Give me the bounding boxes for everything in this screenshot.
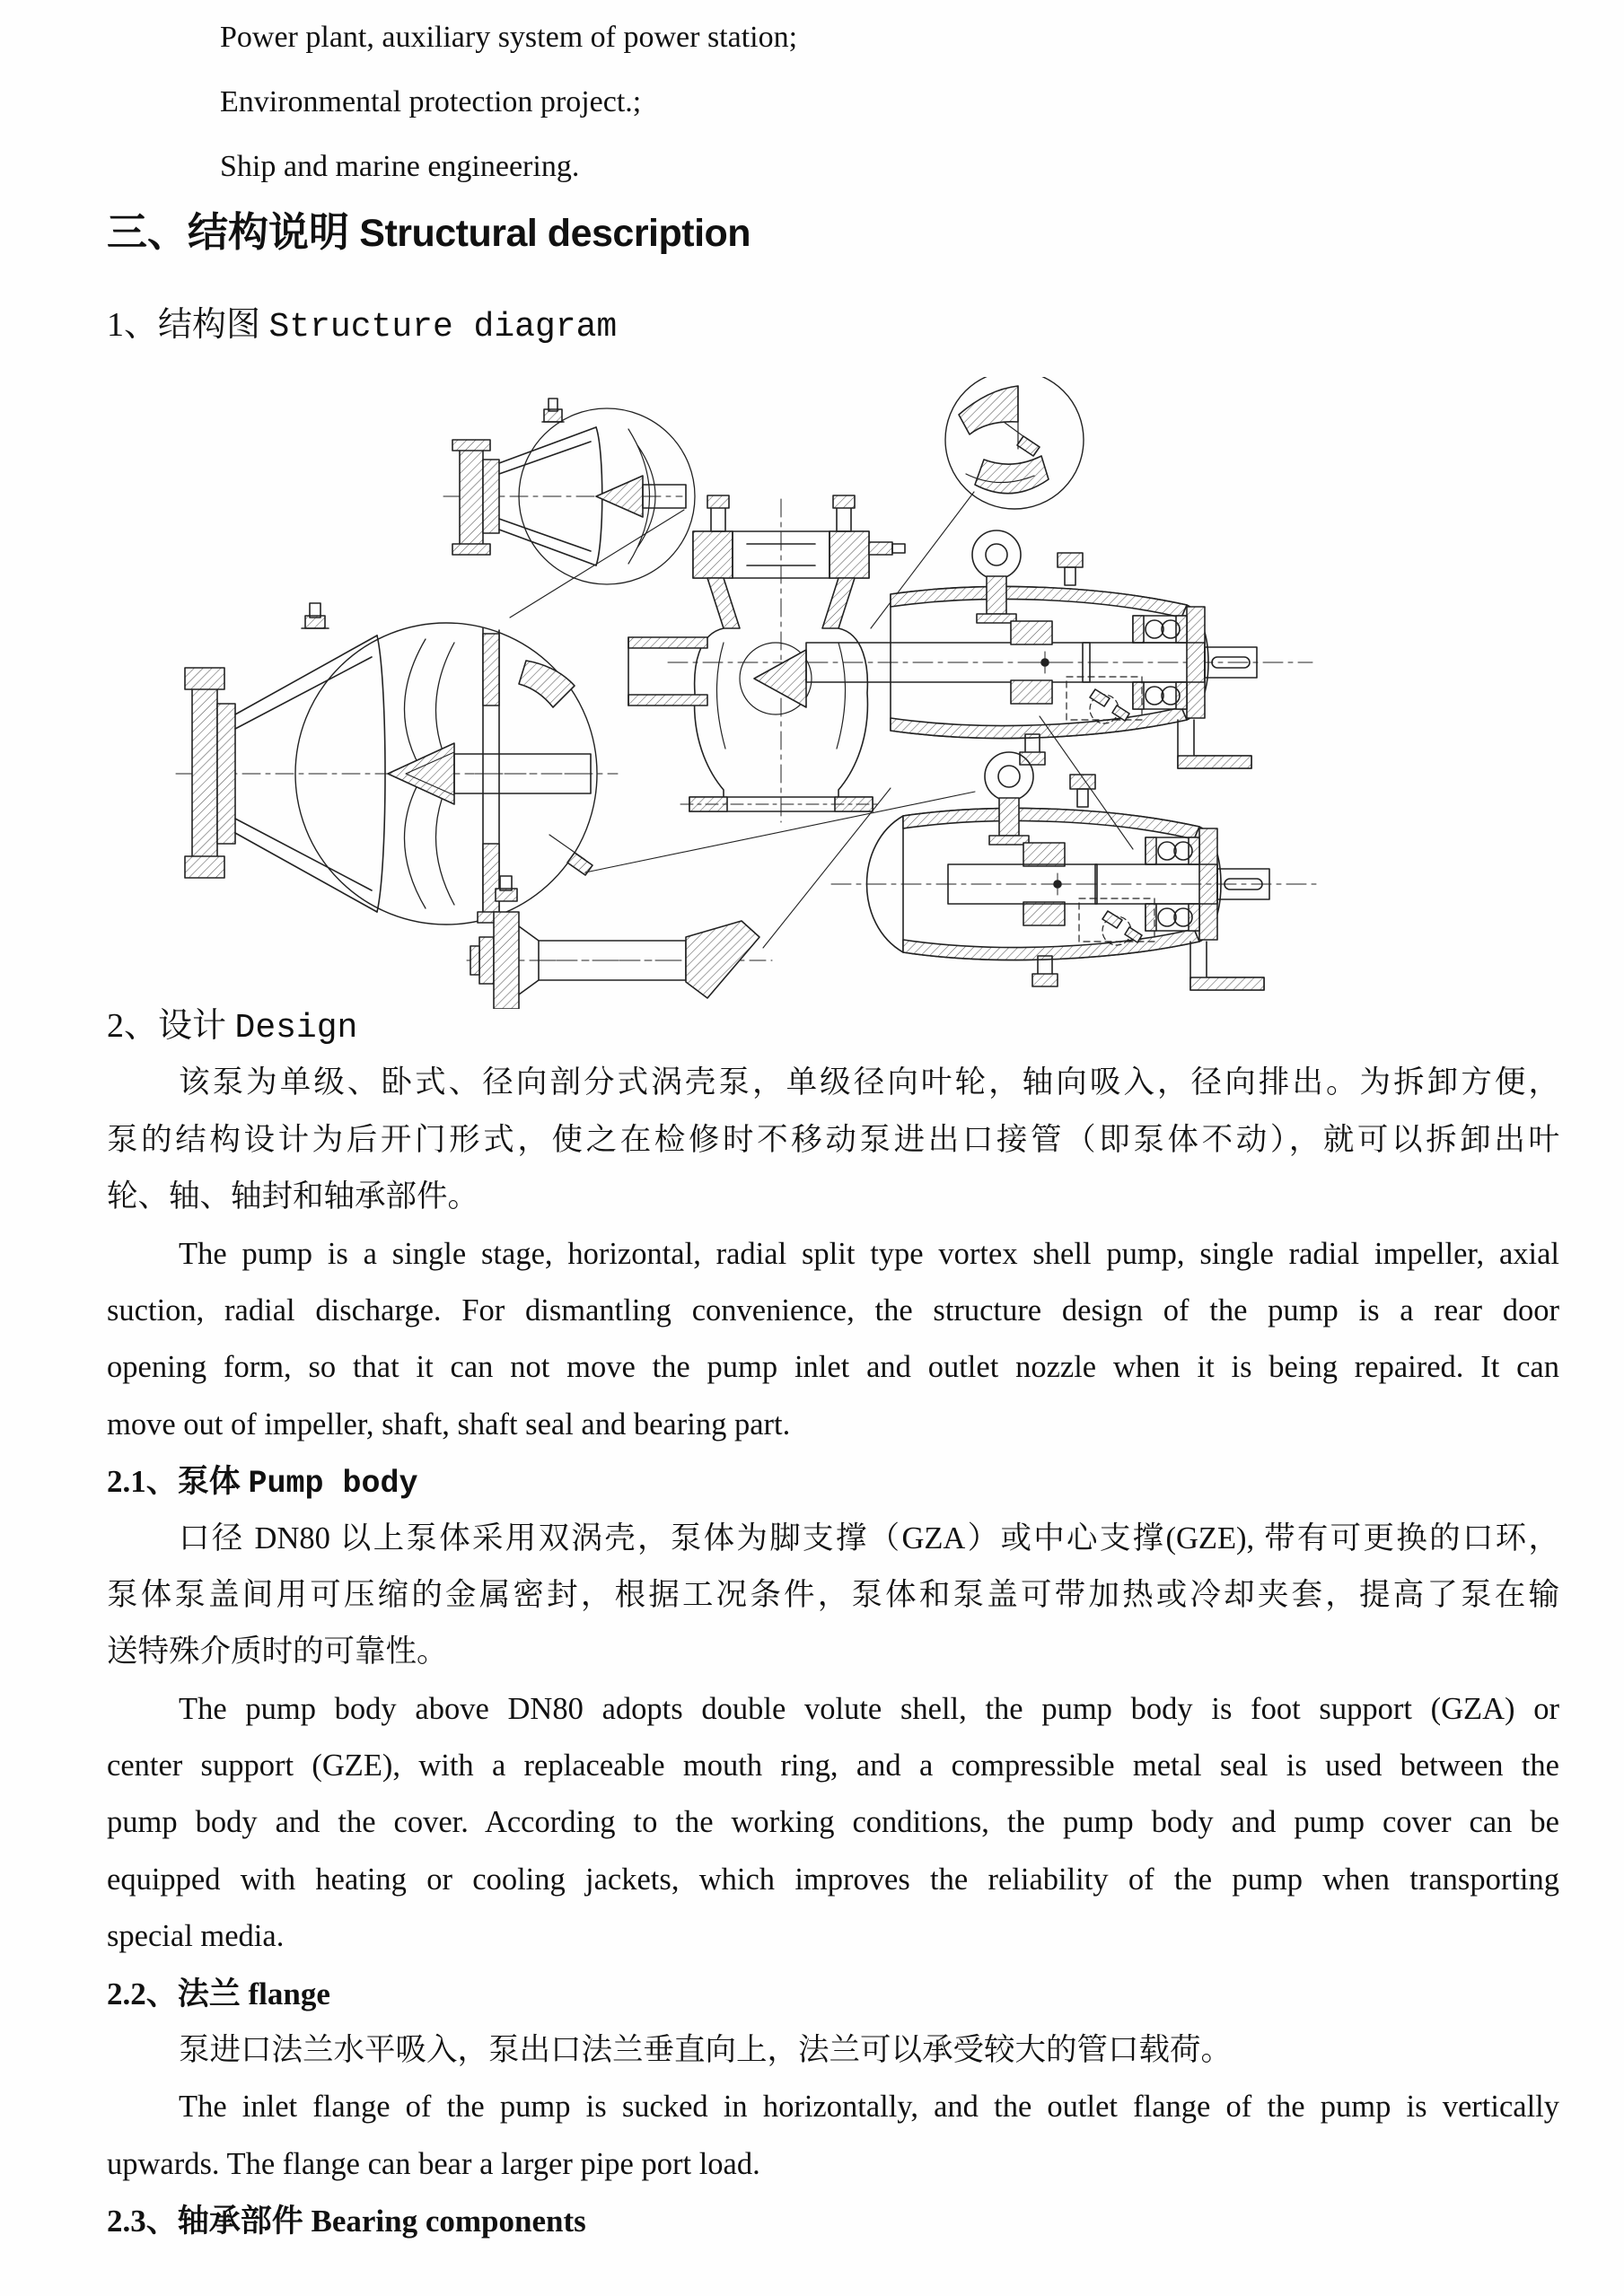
pump-structure-diagram (0, 377, 1624, 1009)
text-line: move out of impeller, shaft, shaft seal and bearing part. (107, 1407, 791, 1442)
heading-zh: 2.3、轴承部件 (107, 2204, 303, 2239)
text-line: special media. (107, 1919, 285, 1954)
text-line: Environmental protection project.; (220, 85, 642, 118)
heading-en: flange (248, 1976, 330, 2011)
section-heading-structural-description (107, 199, 751, 258)
heading-en: Structure diagram (268, 308, 618, 346)
pump-volute-section (628, 495, 1312, 822)
subheading-structure-diagram (107, 296, 617, 346)
text-line: The pump is a single stage, horizontal, radial split type vortex shell pump, single radial impeller, axial (179, 1236, 1559, 1271)
text-line: The pump body above DN80 adopts double volute shell, the pump body is foot support (GZA) or (179, 1691, 1559, 1726)
text-line: equipped with heating or cooling jackets, which improves the reliability of the pump when transporting (107, 1862, 1559, 1897)
text-line: pump body and the cover. According to the working conditions, the pump body and pump cover can be (107, 1805, 1559, 1840)
heading-zh: 2.1、泵体 (107, 1464, 241, 1500)
subheading-design (107, 998, 1559, 1055)
text-line: Ship and marine engineering. (220, 150, 580, 183)
text-line: opening form, so that it can not move the pump inlet and outlet nozzle when it is being repaired. It can (107, 1350, 1559, 1385)
suction-nozzle-detail (443, 399, 695, 584)
subheading-pump-body (107, 1453, 1559, 1510)
shaft-stud (467, 876, 772, 1009)
body-text (107, 998, 1559, 2250)
text-line: 泵体泵盖间用可压缩的金属密封，根据工况条件，泵体和泵盖可带加热或冷却夹套，提高了泵在输 (107, 1577, 1559, 1612)
text-line: 该泵为单级、卧式、径向剖分式涡壳泵，单级径向叶轮，轴向吸入，径向排出。为拆卸方便， (179, 1065, 1559, 1100)
text-line: 泵进口法兰水平吸入，泵出口法兰垂直向上，法兰可以承受较大的管口载荷。 (179, 2033, 1232, 2068)
text-line: 送特殊介质时的可靠性。 (107, 1634, 448, 1669)
text-line: The inlet flange of the pump is sucked in horizontally, and the outlet flange of the pump is vertically (179, 2090, 1559, 2125)
text-line: center support (GZE), with a replaceable mouth ring, and a compressible metal seal is used between the (107, 1748, 1559, 1783)
text-line: 口径 DN80 以上泵体采用双涡壳，泵体为脚支撑（GZA）或中心支撑(GZE), 带有可更换的口环， (179, 1520, 1559, 1555)
heading-en: Bearing components (311, 2204, 586, 2239)
heading-zh: 三、结构说明 (107, 210, 350, 255)
heading-zh: 2.2、法兰 (107, 1976, 241, 2011)
bearing-assembly-1 (891, 530, 1257, 768)
text-line: 轮、轴、轴封和轴承部件。 (107, 1179, 478, 1214)
subheading-bearing-components (107, 2193, 1559, 2249)
heading-zh: 1、结构图 (107, 306, 261, 344)
heading-en: Design (234, 1009, 358, 1047)
heading-en: Structural description (359, 212, 751, 255)
leader-line (1040, 716, 1133, 849)
heading-en: Pump body (248, 1466, 418, 1503)
bearing-assembly-2 (903, 752, 1269, 990)
text-line: 泵的结构设计为后开门形式，使之在检修时不移动泵进出口接管（即泵体不动），就可以拆卸出叶 (107, 1122, 1559, 1157)
text-line: suction, radial discharge. For dismantling convenience, the structure design of the pump is a rear door (107, 1293, 1559, 1328)
subheading-flange (107, 1966, 1559, 2022)
text-line: upwards. The flange can bear a larger pipe port load. (107, 2146, 760, 2181)
heading-zh: 2、设计 (107, 1007, 227, 1045)
text-line: Power plant, auxiliary system of power station; (220, 21, 798, 54)
application-list (220, 5, 797, 199)
